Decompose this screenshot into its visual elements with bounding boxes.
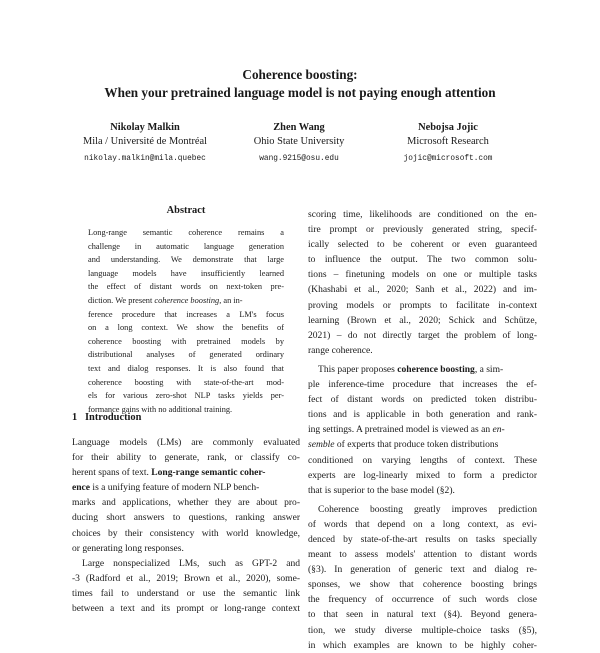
paper-title-line-2: When your pretrained language model is not paying enough attention <box>104 85 496 100</box>
author-affiliation: Ohio State University <box>253 136 345 147</box>
body-line: between a text and its prompt or long-range context <box>72 603 300 615</box>
body-line: or generating long responses. <box>72 542 184 554</box>
author-email[interactable]: wang.9215@osu.edu <box>259 155 339 163</box>
body-line: learning (Brown et al., 2020; Schick and Schütze, <box>308 314 537 326</box>
abstract-text: diction. We present <box>88 295 155 305</box>
author-name: Zhen Wang <box>273 122 325 133</box>
body-line: tion, we study diverse multiple-choice tasks (§5), <box>308 624 537 636</box>
body-line: (Khashabi et al., 2020; Sanh et al., 2022) and im- <box>308 284 537 296</box>
abstract-line: ference procedure that increases a LM's focus <box>88 309 284 319</box>
abstract-body <box>88 226 284 416</box>
author-affiliation: Mila / Université de Montréal <box>82 136 208 147</box>
body-line: Large nonspecialized LMs, such as GPT-2 and <box>82 557 300 569</box>
abstract-line: on a long context. We show the benefits of <box>88 323 284 333</box>
paper-title-line-1: Coherence boosting: <box>242 67 358 82</box>
author-email[interactable]: jojic@microsoft.com <box>403 155 493 163</box>
abstract-line: formance gains with no additional training. <box>88 404 233 414</box>
body-line <box>72 465 300 480</box>
abstract-line: coherence boosting with pretrained models by <box>88 336 284 346</box>
body-line: times fail to understand or use the semantic link <box>72 587 300 599</box>
abstract-emphasis: coherence boosting <box>154 295 220 305</box>
section-title: Introduction <box>85 412 142 423</box>
abstract-text: , an in- <box>219 295 243 305</box>
body-line: the frequency of occurrence of such words close <box>308 594 537 606</box>
body-line: for their ability to generate, rank, or classify co- <box>72 452 300 464</box>
body-line: proving models or prompts to facilitate in-context <box>308 299 537 311</box>
body-text: herent spans of text. <box>72 467 152 479</box>
author-block <box>348 121 548 166</box>
body-bold: Long-range semantic coher- <box>151 467 266 479</box>
body-line: of words that depend on a long context, as evi- <box>308 518 537 530</box>
body-line: to that seen in natural text (§4). Beyond genera- <box>308 609 537 621</box>
body-line: meant to assess models' attention to distant words <box>308 549 537 561</box>
body-line: that is superior to the base model (§2). <box>308 484 455 496</box>
body-line <box>308 422 537 437</box>
body-line: experts are log-linearly mixed to form a predictor <box>308 469 537 481</box>
body-line: (§3). In generation of generic text and dialog re- <box>308 564 537 576</box>
body-text: ing settings. A pretrained model is viewed as an <box>308 424 493 436</box>
body-line: tire prompt or previously generated string, specif- <box>308 224 537 236</box>
body-line: denced by state-of-the-art results on tasks specially <box>308 533 537 545</box>
body-text: This paper proposes <box>318 363 398 375</box>
body-text: of experts that produce token distributions <box>334 439 499 451</box>
body-line: ducing short answers to questions, ranking answer <box>72 512 300 524</box>
body-line: ple inference-time procedure that increases the ef- <box>308 379 537 391</box>
body-text: , a sim- <box>474 363 504 375</box>
abstract-heading: Abstract <box>166 205 206 216</box>
body-emphasis: en- <box>492 424 505 436</box>
body-line: fect of distant words on predicted token distribu- <box>308 394 537 406</box>
body-line: -3 (Radford et al., 2019; Brown et al., 2020), some- <box>72 572 300 584</box>
body-line: in which examples are known to be highly coher- <box>308 639 537 651</box>
body-line: range coherence. <box>308 344 373 356</box>
body-bold: coherence boosting <box>397 363 475 375</box>
body-line: ically selected to be coherent or even guaranteed <box>308 239 537 251</box>
body-line <box>308 437 537 452</box>
author-affiliation: Microsoft Research <box>407 136 489 147</box>
abstract-line: distributional analyses of generated ordinary <box>88 350 284 360</box>
body-line: tions – finetuning models on one or multiple tasks <box>308 269 537 281</box>
body-emphasis: semble <box>308 439 335 451</box>
body-line: conditioned on varying lengths of context. These <box>308 454 537 466</box>
abstract-line: Long-range semantic coherence remains a <box>88 228 284 237</box>
body-line: Language models (LMs) are commonly evaluated <box>72 437 300 448</box>
section-heading <box>72 412 141 423</box>
author-name: Nikolay Malkin <box>110 122 180 133</box>
section-number: 1 <box>72 412 78 423</box>
body-line: sponses, we show that coherence boosting brings <box>308 579 537 591</box>
abstract-line: the effect of distant words on next-token pre- <box>88 282 284 292</box>
abstract-line: coherence boosting with state-of-the-art mod- <box>88 377 284 387</box>
right-column <box>308 207 537 653</box>
abstract-line: els for various zero-shot NLP tasks yields per- <box>88 391 284 401</box>
abstract-line <box>88 294 284 308</box>
body-line: marks and applications, whether they are about pro- <box>72 497 300 509</box>
body-line: 2021) – do not directly target the problem of long- <box>308 329 537 341</box>
author-email[interactable]: nikolay.malkin@mila.quebec <box>84 155 206 163</box>
body-line: to influence the output. The two common solu- <box>308 254 537 266</box>
body-text: is a unifying feature of modern NLP bench- <box>90 482 260 494</box>
abstract-line: and understanding. We demonstrate that large <box>88 255 284 265</box>
body-line <box>308 362 537 377</box>
body-line: choices by their consistency with world knowledge, <box>72 527 300 539</box>
body-line: scoring time, likelihoods are conditioned on the en- <box>308 209 537 220</box>
body-line: Coherence boosting greatly improves prediction <box>318 503 537 515</box>
body-line: tions and is applicable in both generation and rank- <box>308 409 537 421</box>
abstract-line: language models have insufficiently learned <box>88 268 284 278</box>
abstract-line: text and dialog responses. It is also found that <box>88 363 284 373</box>
body-line <box>72 480 300 495</box>
body-bold: ence <box>72 482 91 494</box>
intro-paragraphs <box>72 435 300 616</box>
abstract-line: challenge in automatic language generation <box>88 241 284 251</box>
author-name: Nebojsa Jojic <box>418 122 478 133</box>
